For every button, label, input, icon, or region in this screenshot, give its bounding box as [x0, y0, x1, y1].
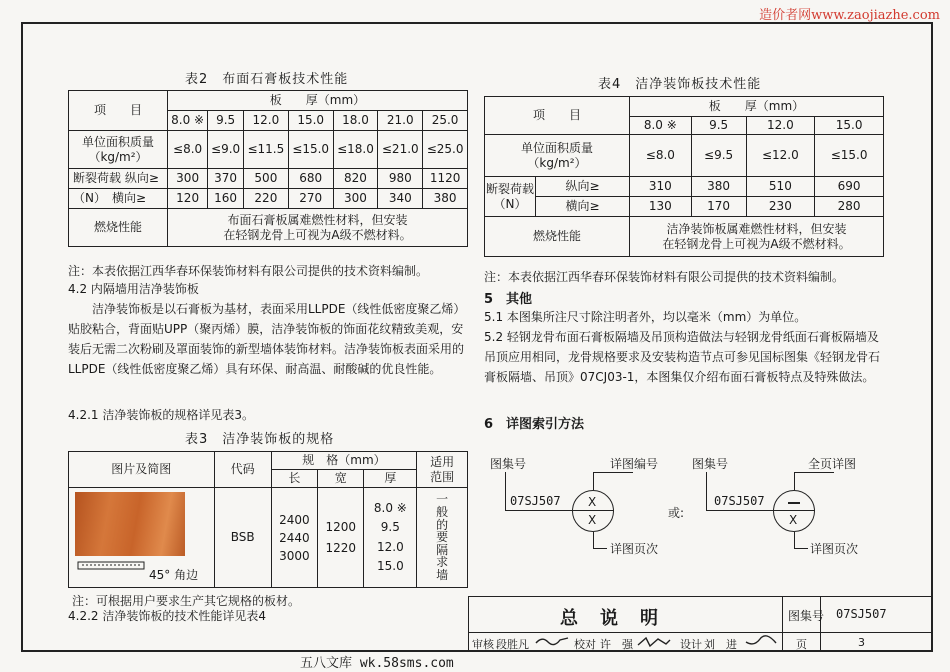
table2-density-6: ≤25.0: [423, 131, 468, 169]
edge-label: 45° 角边: [149, 568, 199, 582]
idx1-x-top: X: [588, 495, 597, 509]
table4-long-0: 310: [629, 177, 691, 197]
table2-long-3: 680: [288, 169, 333, 189]
table2-break-long-label: [69, 169, 168, 189]
tb-checker: 许 强: [600, 638, 633, 651]
table2-break-trans-label: [69, 189, 168, 209]
table3-scope: 一 般 的 要 隔 求 墙: [417, 488, 468, 588]
idx1-atlas-label: 图集号: [490, 457, 527, 471]
table3-col-pic: 图片及简图: [69, 452, 215, 488]
table2-density-1: ≤9.0: [208, 131, 244, 169]
table4-trans-2: 230: [746, 197, 815, 217]
table2-density-0: ≤8.0: [168, 131, 208, 169]
table3-col-len: 长: [271, 470, 317, 488]
idx1-page-leader-h: [593, 548, 607, 549]
panel-section-sketch: [77, 560, 147, 572]
table2-density-label: 单位面积质量 （kg/m²）: [69, 131, 168, 169]
table2-trans-1: 160: [208, 189, 244, 209]
table4-break-label: 断裂荷载 （N）: [485, 177, 536, 217]
title-block-hline: [468, 632, 933, 633]
table2-long-5: 980: [378, 169, 423, 189]
table4-col-item: 项 目: [485, 97, 630, 135]
table2-thickness-4: 18.0: [333, 111, 378, 131]
title-block-atlas-value: 07SJ507: [836, 607, 887, 621]
table2-trans-label: 横向≥: [111, 191, 147, 206]
sec42-body: 洁净装饰板是以石膏板为基材，表面采用LLPDE（线性低密度聚乙烯）贴胶粘合，背面贴UPP（聚丙烯）膜，洁净装饰板的饰面花纹精致美观，安装后无需二次粉刷及罩面装饰的新型墙体装饰材料。洁净装饰板表面采用的LLPDE（线性低密度聚乙烯）具有环保、耐高温、耐酸碱的优良性能。: [68, 302, 466, 376]
table2-density-2: ≤11.5: [243, 131, 288, 169]
table2-fire-value: 布面石膏板属难燃性材料，但安装 在轻钢龙骨上可视为A级不燃材料。: [168, 209, 468, 247]
idx2-leader-up: [706, 472, 707, 510]
idx1-detail-leader: [593, 472, 594, 490]
table3-caption: 表3 洁净装饰板的规格: [185, 432, 335, 447]
title-block-title: 总 说 明: [560, 608, 660, 629]
idx2-dash: [788, 502, 800, 504]
idx1-page-leader: [593, 532, 594, 548]
table3-lengths: 2400 2440 3000: [271, 488, 317, 588]
table4-trans-0: 130: [629, 197, 691, 217]
site-watermark-top: 造价者网www.zaojiazhe.com: [759, 8, 940, 23]
table2-trans-5: 340: [378, 189, 423, 209]
table2-trans-6: 380: [423, 189, 468, 209]
table4-long-1: 380: [691, 177, 746, 197]
idx1-leader: [505, 510, 572, 511]
table3-col-code: 代码: [214, 452, 271, 488]
tb-design-label: 设计: [680, 638, 702, 651]
sec5-p1: 5.1 本图集所注尺寸除注明者外，均以毫米（mm）为单位。: [484, 310, 807, 324]
table2-long-6: 1120: [423, 169, 468, 189]
table4-long-3: 690: [815, 177, 884, 197]
tb-designer: 刘 进: [704, 638, 737, 651]
table2-long-2: 500: [243, 169, 288, 189]
title-block-atlas-label: 图集号: [788, 609, 825, 623]
tb-page-value: 3: [858, 636, 865, 649]
table4-density-label: 单位面积质量 （kg/m²）: [485, 135, 630, 177]
table4-fire-label: 燃烧性能: [485, 217, 630, 257]
table2-density-3: ≤15.0: [288, 131, 333, 169]
table2-density-5: ≤21.0: [378, 131, 423, 169]
table2-long-1: 370: [208, 169, 244, 189]
table3-col-scope: 适用 范围: [417, 452, 468, 488]
idx-or: 或:: [668, 506, 685, 520]
table4-thickness-1: 9.5: [691, 117, 746, 135]
sec422: 4.2.2 洁净装饰板的技术性能详见表4: [68, 609, 266, 623]
table2-note: 注：本表依据江西华春环保装饰材料有限公司提供的技术资料编制。: [68, 264, 429, 278]
site-watermark-bottom: 五八文库 wk.58sms.com: [300, 656, 454, 671]
idx2-full-leader-h: [794, 472, 834, 473]
table4: [484, 96, 884, 257]
idx1-divider: [572, 510, 614, 511]
tb-checker-signature: [636, 634, 672, 653]
title-block-vline2: [820, 596, 821, 652]
table2-thickness-6: 25.0: [423, 111, 468, 131]
tb-reviewer-signature: [534, 634, 570, 652]
title-block-vline1: [782, 596, 783, 652]
table4-density-0: ≤8.0: [629, 135, 691, 177]
table4-note: 注：本表依据江西华春环保装饰材料有限公司提供的技术资料编制。: [484, 270, 845, 284]
wood-panel-image: [75, 492, 185, 556]
table4-long-label: 纵向≥: [536, 177, 630, 197]
table2-col-thickness: 板 厚（mm）: [168, 91, 468, 111]
idx2-page-leader: [794, 532, 795, 548]
sec6-title: 6 详图索引方法: [484, 417, 585, 432]
table3: [68, 451, 468, 588]
idx1-leader-up: [505, 472, 506, 510]
sec5-p2: 5.2 轻钢龙骨布面石膏板隔墙及吊顶构造做法与轻钢龙骨纸面石膏板隔墙及吊顶应用相同，龙骨规格要求及安装构造节点可参见国标图集《轻钢龙骨石膏板隔墙、吊顶》07CJ03-1，本图集仅介绍布面石膏板特点及特殊做法。: [484, 330, 881, 384]
table4-density-2: ≤12.0: [746, 135, 815, 177]
idx2-code: 07SJ507: [714, 494, 765, 508]
idx1-page-label: 详图页次: [610, 542, 659, 556]
table4-trans-1: 170: [691, 197, 746, 217]
table2-trans-4: 300: [333, 189, 378, 209]
idx2-full-leader: [794, 472, 795, 490]
tb-designer-signature: [744, 634, 778, 653]
table2-break-unit: （N）: [73, 191, 112, 206]
table2-long-label: 纵向≥: [124, 171, 159, 186]
idx2-leader: [706, 510, 773, 511]
table4-thickness-3: 15.0: [815, 117, 884, 135]
table3-col-thk: 厚: [364, 470, 417, 488]
idx2-atlas-label: 图集号: [692, 457, 729, 471]
idx1-detail-leader-h: [593, 472, 633, 473]
table2-trans-2: 220: [243, 189, 288, 209]
idx2-divider: [773, 510, 815, 511]
table2-thickness-0: 8.0 ※: [168, 111, 208, 131]
table4-trans-3: 280: [815, 197, 884, 217]
table2-break-label: 断裂荷载: [73, 171, 122, 186]
tb-reviewer: 段胜凡: [496, 638, 529, 651]
table2-long-0: 300: [168, 169, 208, 189]
idx1-detail-label: 详图编号: [610, 457, 659, 471]
table3-note: 注：可根据用户要求生产其它规格的板材。: [72, 594, 301, 608]
table4-density-1: ≤9.5: [691, 135, 746, 177]
table4-long-2: 510: [746, 177, 815, 197]
sec5-title: 5 其他: [484, 292, 533, 307]
table2-thickness-3: 15.0: [288, 111, 333, 131]
idx1-code: 07SJ507: [510, 494, 561, 508]
table4-thickness-0: 8.0 ※: [629, 117, 691, 135]
sec421: 4.2.1 洁净装饰板的规格详见表3。: [68, 408, 254, 422]
table3-col-wid: 宽: [318, 470, 364, 488]
table4-caption: 表4 洁净装饰板技术性能: [598, 77, 762, 92]
table4-col-thickness: 板 厚（mm）: [629, 97, 883, 117]
sec42-title: 4.2 内隔墙用洁净装饰板: [68, 282, 199, 296]
table2-long-4: 820: [333, 169, 378, 189]
table4-trans-label: 横向≥: [536, 197, 630, 217]
table4-fire-value: 洁净装饰板属难燃性材料，但安装 在轻钢龙骨上可视为A级不燃材料。: [629, 217, 883, 257]
idx2-page-label: 详图页次: [810, 542, 859, 556]
table3-picture-cell: [69, 488, 215, 588]
table2-trans-0: 120: [168, 189, 208, 209]
table3-thickness: 8.0 ※ 9.5 12.0 15.0: [364, 488, 417, 588]
tb-review-label: 审核: [472, 638, 494, 651]
table4-density-3: ≤15.0: [815, 135, 884, 177]
table3-code: BSB: [214, 488, 271, 588]
table3-widths: 1200 1220: [318, 488, 364, 588]
idx1-x-bottom: X: [588, 513, 597, 527]
table2-fire-label: 燃烧性能: [69, 209, 168, 247]
table2-col-item: 项 目: [69, 91, 168, 131]
idx2-x-bottom: X: [789, 513, 798, 527]
tb-check-label: 校对: [574, 638, 596, 651]
table2-thickness-5: 21.0: [378, 111, 423, 131]
table2-trans-3: 270: [288, 189, 333, 209]
table4-thickness-2: 12.0: [746, 117, 815, 135]
idx2-full-label: 全页详图: [808, 457, 857, 471]
table2-caption: 表2 布面石膏板技术性能: [185, 72, 349, 87]
idx2-page-leader-h: [794, 548, 808, 549]
tb-page-label: 页: [796, 638, 807, 651]
table2-density-4: ≤18.0: [333, 131, 378, 169]
table2-thickness-2: 12.0: [243, 111, 288, 131]
table2: [68, 90, 468, 247]
table2-thickness-1: 9.5: [208, 111, 244, 131]
table3-col-spec: 规 格（mm）: [271, 452, 417, 470]
